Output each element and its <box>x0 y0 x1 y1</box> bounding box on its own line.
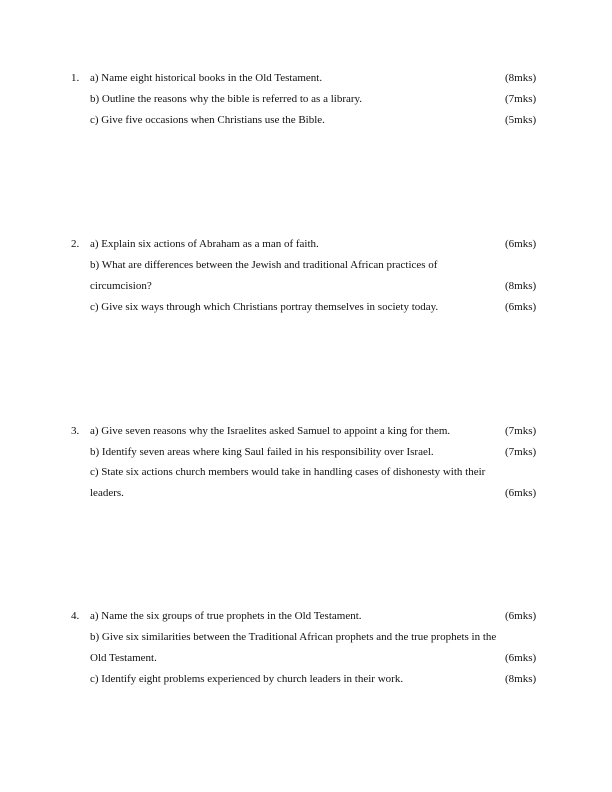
marks-label: (6mks) <box>505 238 537 250</box>
question-text: c) Give five occasions when Christians use the Bible. <box>90 114 325 126</box>
question-line <box>90 279 540 294</box>
question-text: a) Explain six actions of Abraham as a man of faith. <box>90 238 319 250</box>
question-text: c) State six actions church members would take in handling cases of dishonesty with their <box>90 466 486 478</box>
marks-label: (8mks) <box>505 280 537 292</box>
question-text: b) Outline the reasons why the bible is referred to as a library. <box>90 93 363 105</box>
question-text: b) Give six similarities between the Traditional African prophets and the true prophets in the <box>90 631 497 643</box>
question-text: c) Give six ways through which Christians portray themselves in society today. <box>90 301 439 313</box>
question-number: 3. <box>71 425 80 437</box>
question-number: 2. <box>71 238 80 250</box>
question-text: Old Testament. <box>90 652 157 664</box>
marks-label: (7mks) <box>505 425 537 437</box>
question-line <box>90 609 540 624</box>
question-line <box>90 465 540 480</box>
question-text: b) What are differences between the Jewish and traditional African practices of <box>90 259 438 271</box>
question-text: a) Give seven reasons why the Israelites asked Samuel to appoint a king for them. <box>90 425 451 437</box>
question-line <box>90 300 540 315</box>
question-line <box>90 258 540 273</box>
question-line <box>90 113 540 128</box>
question-line <box>90 445 540 460</box>
question-number: 1. <box>71 72 80 84</box>
question-line <box>90 71 540 86</box>
question-text: a) Name eight historical books in the Old Testament. <box>90 72 323 84</box>
question-line <box>90 486 540 501</box>
marks-label: (6mks) <box>505 610 537 622</box>
question-text: c) Identify eight problems experienced by church leaders in their work. <box>90 673 404 685</box>
question-line <box>90 237 540 252</box>
question-line <box>90 630 540 645</box>
question-line <box>90 424 540 439</box>
marks-label: (7mks) <box>505 93 537 105</box>
marks-label: (8mks) <box>505 72 537 84</box>
marks-label: (6mks) <box>505 487 537 499</box>
marks-label: (7mks) <box>505 446 537 458</box>
question-line <box>90 651 540 666</box>
question-text: b) Identify seven areas where king Saul failed in his responsibility over Israel. <box>90 446 434 458</box>
question-number: 4. <box>71 610 80 622</box>
question-text: a) Name the six groups of true prophets in the Old Testament. <box>90 610 362 622</box>
marks-label: (5mks) <box>505 114 537 126</box>
question-line <box>90 672 540 687</box>
marks-label: (8mks) <box>505 673 537 685</box>
marks-label: (6mks) <box>505 301 537 313</box>
question-line <box>90 92 540 107</box>
question-text: leaders. <box>90 487 124 499</box>
question-text: circumcision? <box>90 280 152 292</box>
marks-label: (6mks) <box>505 652 537 664</box>
